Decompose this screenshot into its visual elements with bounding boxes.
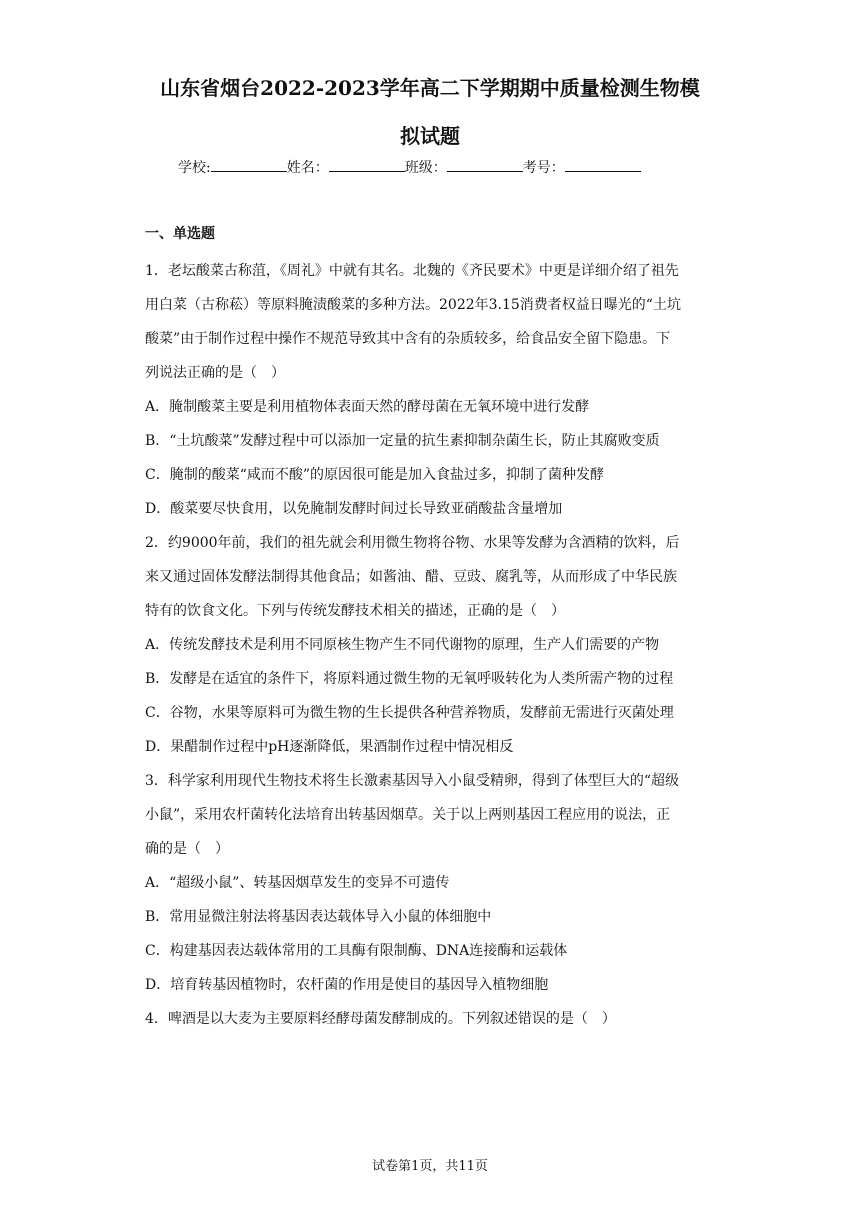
text-line: 2．约9000年前，我们的祖先就会利用微生物将谷物、水果等发酵为含酒精的饮料，后 — [145, 535, 680, 551]
text-line: 3．科学家利用现代生物技术将生长激素基因导入小鼠受精卵，得到了体型巨大的“超级 — [145, 773, 680, 789]
page-footer: 试卷第1页，共11页 — [372, 1159, 488, 1174]
exam-title-line2: 拟试题 — [400, 124, 460, 148]
text-line: 4．啤酒是以大麦为主要原料经酵母菌发酵制成的。下列叙述错误的是（ ） — [145, 1011, 616, 1027]
class-label: 班级： — [404, 160, 447, 176]
name-blank — [329, 157, 405, 172]
text-line: 酸菜”由于制作过程中操作不规范导致其中含有的杂质较多，给食品安全留下隐患。下 — [145, 331, 671, 347]
option-line: A．“超级小鼠”、转基因烟草发生的变异不可遗传 — [145, 875, 450, 891]
section-heading: 一、单选题 — [145, 226, 215, 242]
class-blank — [447, 157, 523, 172]
text-line: 来又通过固体发酵法制得其他食品；如酱油、醋、豆豉、腐乳等，从而形成了中华民族 — [145, 569, 677, 585]
option-line: C．谷物，水果等原料可为微生物的生长提供各种营养物质，发酵前无需进行灭菌处理 — [145, 705, 674, 721]
option-line: A．传统发酵技术是利用不同原核生物产生不同代谢物的原理，生产人们需要的产物 — [145, 637, 660, 653]
exam-title-line1: 山东省烟台2022-2023学年高二下学期期中质量检测生物模 — [160, 76, 700, 100]
text-line: 列说法正确的是（ ） — [145, 365, 285, 381]
question-content — [145, 254, 720, 1036]
exam-no-blank — [565, 157, 641, 172]
text-line: 用白菜（古称菘）等原料腌渍酸菜的多种方法。2022年3.15消费者权益日曝光的“土坑 — [145, 297, 681, 313]
option-line: B．“土坑酸菜”发酵过程中可以添加一定量的抗生素抑制杂菌生长，防止其腐败变质 — [145, 433, 660, 449]
option-line: D．培育转基因植物时，农杆菌的作用是使目的基因导入植物细胞 — [145, 977, 549, 993]
student-info-row — [178, 156, 641, 180]
option-line: A．腌制酸菜主要是利用植物体表面天然的酵母菌在无氧环境中进行发酵 — [145, 399, 590, 415]
name-label: 姓名： — [286, 160, 329, 176]
option-line: B．常用显微注射法将基因表达载体导入小鼠的体细胞中 — [145, 909, 492, 925]
option-line: D．果醋制作过程中pH逐渐降低，果酒制作过程中情况相反 — [145, 739, 514, 755]
option-line: D．酸菜要尽快食用，以免腌制发酵时间过长导致亚硝酸盐含量增加 — [145, 501, 563, 517]
school-blank — [211, 157, 287, 172]
text-line: 1．老坛酸菜古称菹，《周礼》中就有其名。北魏的《齐民要术》中更是详细介绍了祖先 — [145, 263, 679, 279]
option-line: B．发酵是在适宜的条件下，将原料通过微生物的无氧呼吸转化为人类所需产物的过程 — [145, 671, 674, 687]
exam-no-label: 考号： — [522, 160, 565, 176]
text-line: 特有的饮食文化。下列与传统发酵技术相关的描述，正确的是（ ） — [145, 603, 565, 619]
option-line: C．腌制的酸菜“咸而不酸”的原因很可能是加入食盐过多，抑制了菌种发酵 — [145, 467, 605, 483]
school-label: 学校: — [178, 160, 211, 176]
text-line: 小鼠”，采用农杆菌转化法培育出转基因烟草。关于以上两则基因工程应用的说法，正 — [145, 807, 671, 823]
text-line: 确的是（ ） — [145, 841, 229, 857]
option-line: C．构建基因表达载体常用的工具酶有限制酶、DNA连接酶和运载体 — [145, 943, 568, 959]
